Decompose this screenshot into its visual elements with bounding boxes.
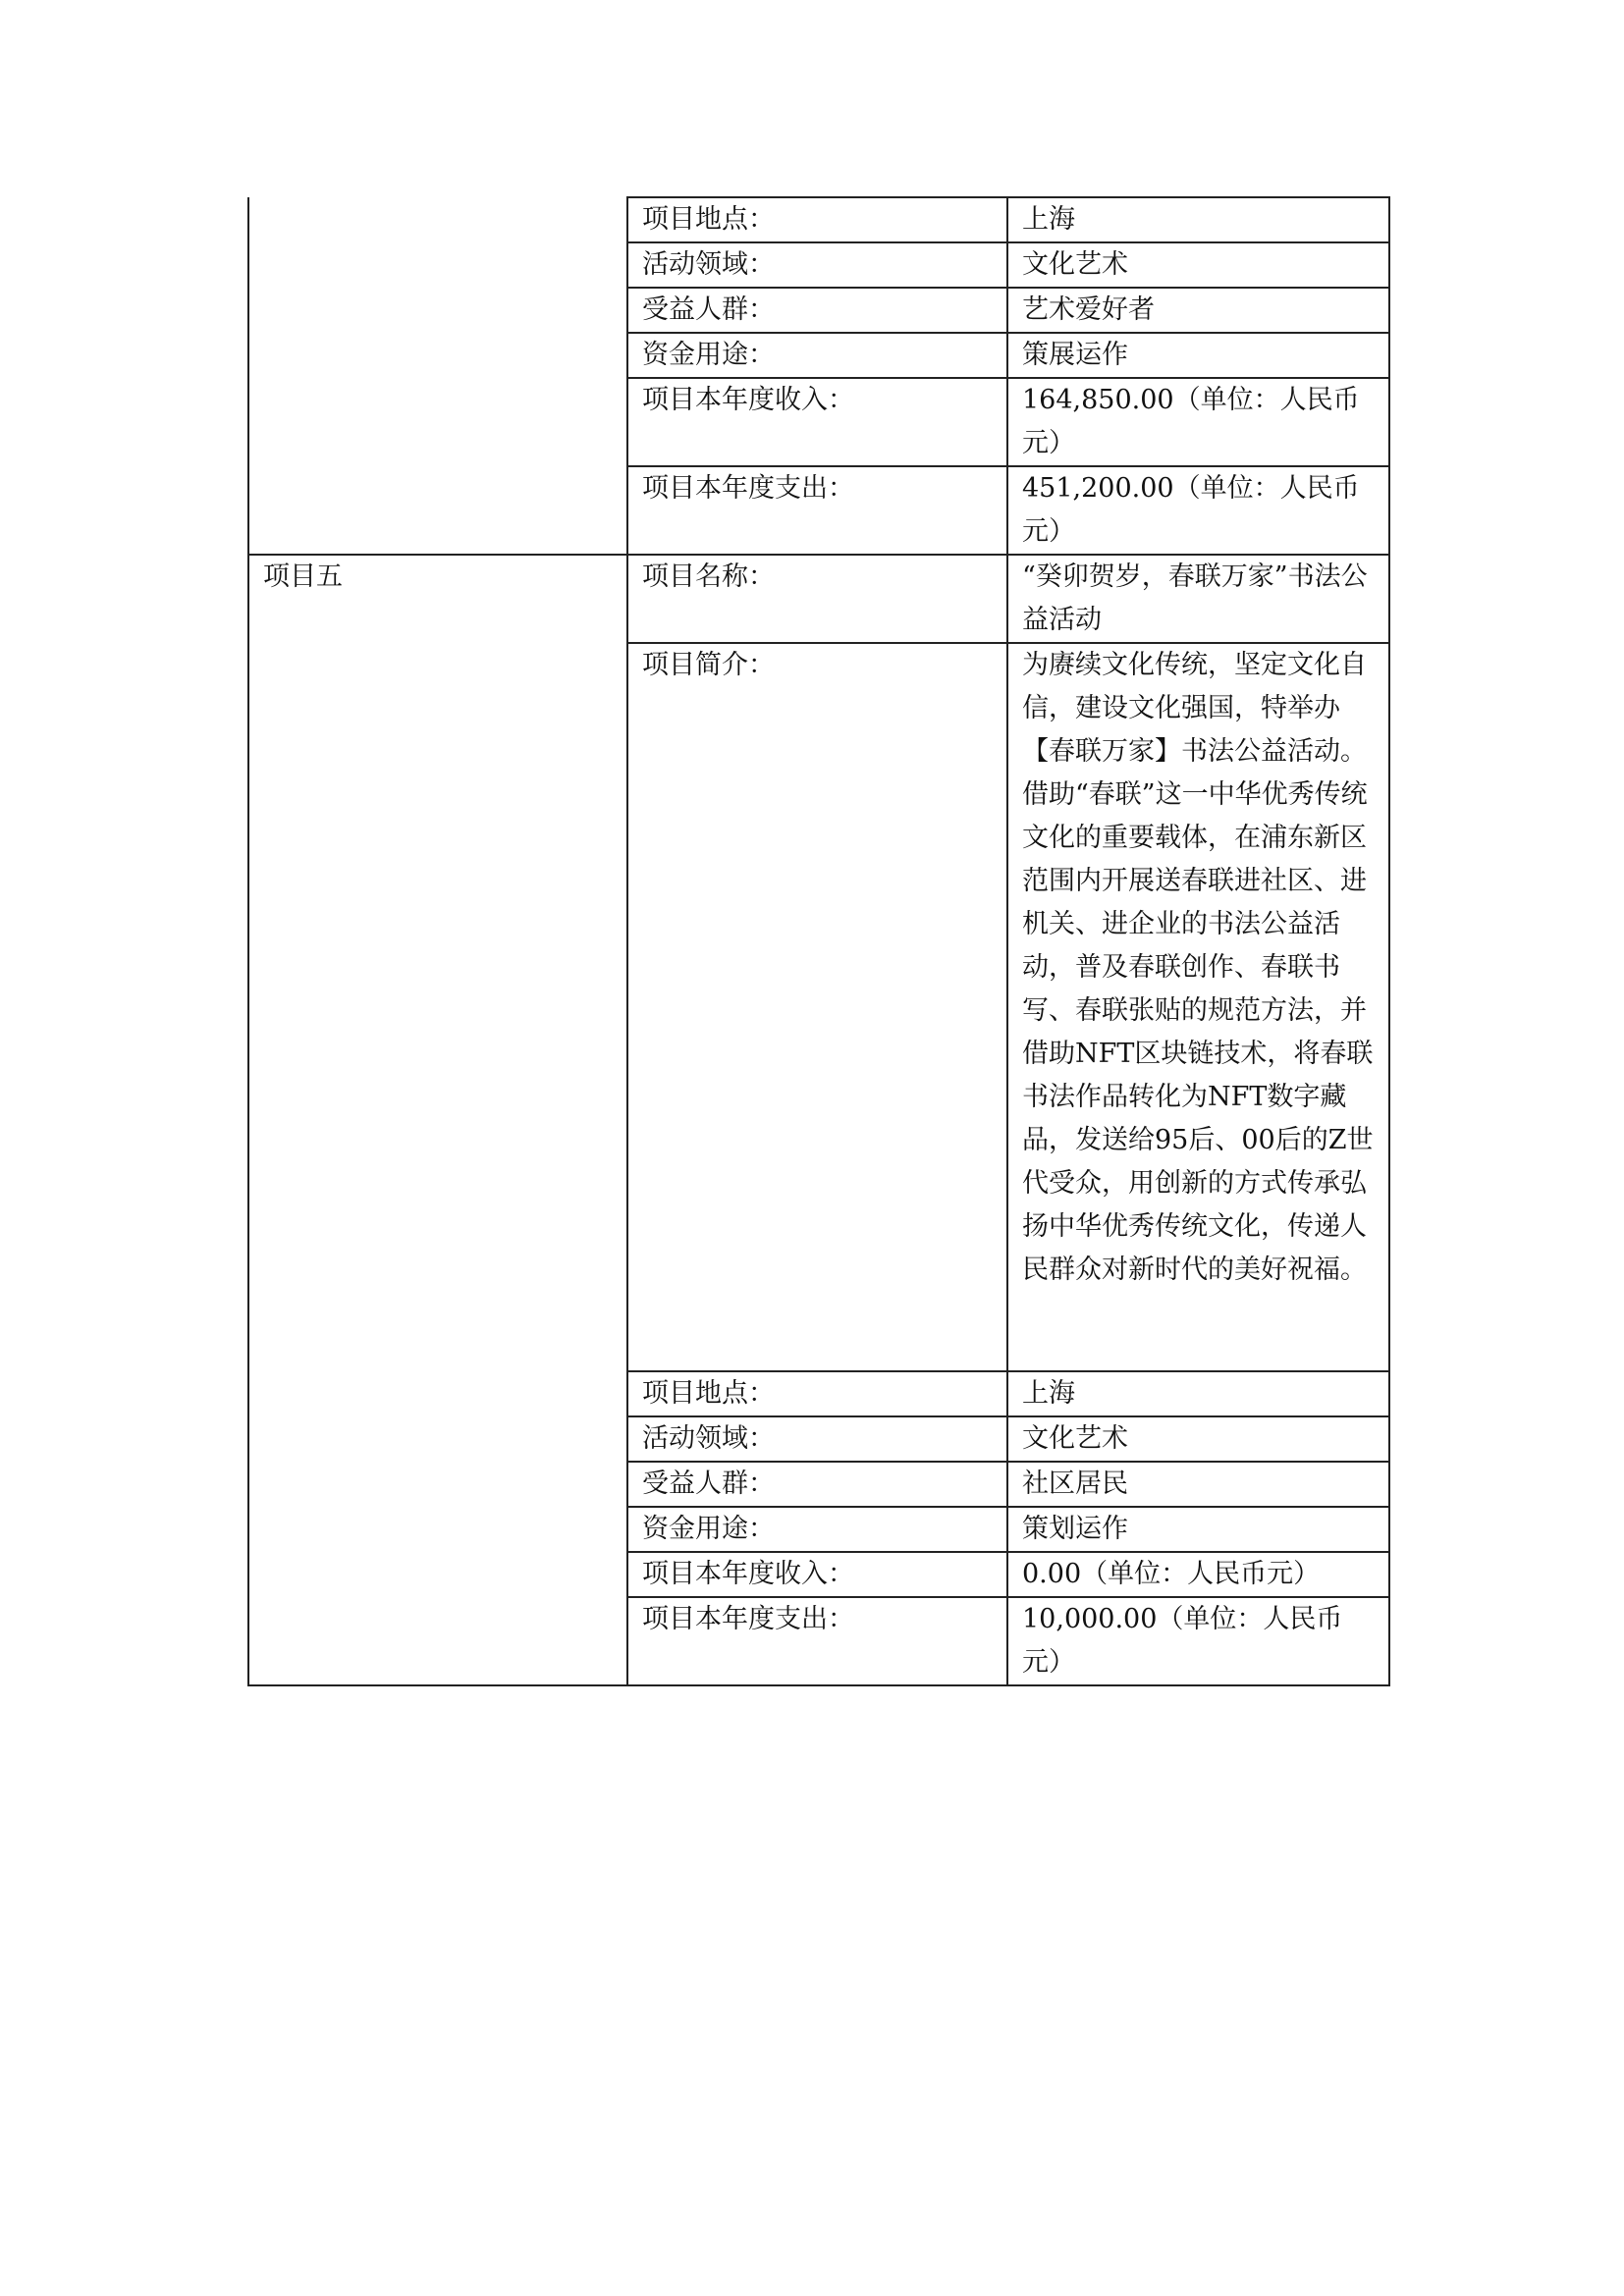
row-label: 项目地点： [627, 197, 1007, 242]
row-label: 项目本年度收入： [627, 378, 1007, 466]
row-label: 资金用途： [627, 1507, 1007, 1552]
project-intro-text: 为赓续文化传统，坚定文化自信，建设文化强国，特举办【春联万家】书法公益活动。借助“春联”这一中华优秀传统文化的重要载体，在浦东新区范围内开展送春联进社区、进机关、进企业的书法公益活动，普及春联创作、春联书写、春联张贴的规范方法，并借助NFT区块链技术，将春联书法作品转化为NFT数字藏品，发送给95后、00后的Z世代受众，用创新的方式传承弘扬中华优秀传统文化，传递人民群众对新时代的美好祝福。 [1022, 650, 1374, 1285]
row-label: 活动领域： [627, 242, 1007, 288]
row-label: 受益人群： [627, 288, 1007, 333]
row-value: 社区居民 [1007, 1462, 1389, 1507]
row-value: 451,200.00（单位：人民币元） [1007, 466, 1389, 555]
row-label: 项目名称： [627, 555, 1007, 643]
row-label: 项目本年度支出： [627, 1597, 1007, 1685]
row-value: 文化艺术 [1007, 1416, 1389, 1462]
project-title-cell-empty [248, 197, 627, 555]
row-label: 资金用途： [627, 333, 1007, 378]
row-value: 文化艺术 [1007, 242, 1389, 288]
project-info-table [247, 196, 1390, 1686]
row-value: 策划运作 [1007, 1507, 1389, 1552]
row-value: 0.00（单位：人民币元） [1007, 1552, 1389, 1597]
row-label: 活动领域： [627, 1416, 1007, 1462]
row-value: 上海 [1007, 197, 1389, 242]
row-label: 项目简介： [627, 643, 1007, 1371]
row-value: 10,000.00（单位：人民币元） [1007, 1597, 1389, 1685]
row-value: 艺术爱好者 [1007, 288, 1389, 333]
row-label: 项目本年度支出： [627, 466, 1007, 555]
project-intro-cell [1007, 643, 1389, 1371]
table-row [248, 197, 1389, 242]
row-value: 164,850.00（单位：人民币元） [1007, 378, 1389, 466]
table-row [248, 555, 1389, 643]
row-label: 项目地点： [627, 1371, 1007, 1416]
row-label: 项目本年度收入： [627, 1552, 1007, 1597]
project-title: 项目五 [248, 555, 627, 1685]
project-name-value: “癸卯贺岁，春联万家”书法公益活动 [1007, 555, 1389, 643]
row-label: 受益人群： [627, 1462, 1007, 1507]
row-value: 上海 [1007, 1371, 1389, 1416]
row-value: 策展运作 [1007, 333, 1389, 378]
